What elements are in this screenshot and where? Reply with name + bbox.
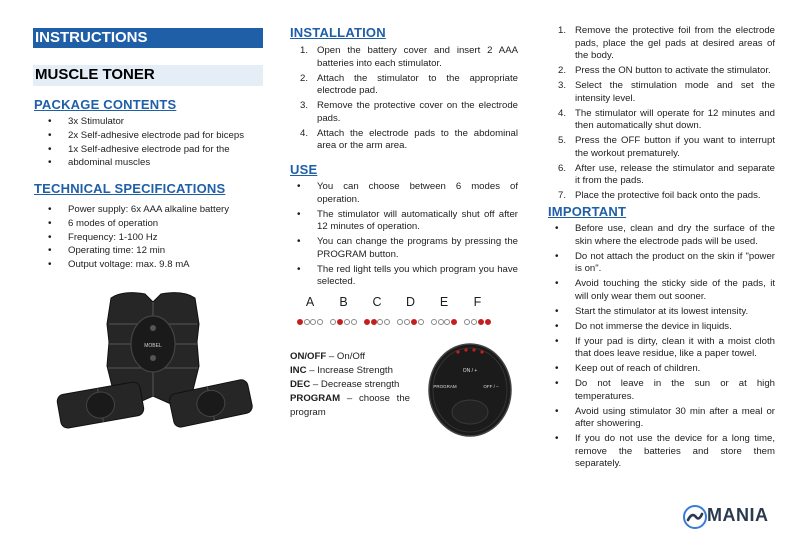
legend-inc: INC – Increase Strength <box>290 365 393 376</box>
mode-lights <box>395 312 427 318</box>
legend-onoff: ON/OFF – On/Off <box>290 351 365 362</box>
list-item: • The stimulator will automatically shut off after 12 minutes of operation. <box>282 209 518 234</box>
program-label: PROGRAM <box>433 384 457 389</box>
specs-title: TECHNICAL SPECIFICATIONS <box>34 181 226 196</box>
list-item: • Keep out of reach of children. <box>540 363 775 376</box>
mode-letter: F <box>473 295 482 309</box>
led-off <box>344 319 350 325</box>
list-item: • 3x Stimulator <box>33 116 263 129</box>
muscle-toner-illustration <box>53 286 253 446</box>
list-item: • Output voltage: max. 9.8 mA <box>33 259 263 272</box>
list-item: • Do not leave in the sun or at high temperatures. <box>540 378 775 403</box>
use-title: USE <box>290 162 318 177</box>
list-item: 4. The stimulator will operate for 12 minutes and then automatically shut down. <box>558 107 775 131</box>
list-item: 2. Press the ON button to activate the stimulator. <box>558 65 771 76</box>
list-item: 1. Open the battery cover and insert 2 AAA batteries into each stimulator. <box>300 45 518 69</box>
list-item: 6. After use, release the stimulator and separate it from the pads. <box>558 162 775 186</box>
list-item: • You can change the programs by pressing the PROGRAM button. <box>282 236 518 261</box>
mode-letter: D <box>405 295 416 309</box>
led-off <box>418 319 424 325</box>
list-item: • Avoid using stimulator 30 min after a meal or after showering. <box>540 406 775 431</box>
list-item: 1. Remove the protective foil from the electrode pads, place the gel pads at desired areas of the body. <box>558 25 775 61</box>
led-off <box>304 319 310 325</box>
led-on <box>485 319 491 325</box>
led-off <box>310 319 316 325</box>
list-item: 3. Remove the protective cover on the electrode pads. <box>300 100 518 124</box>
list-item: • You can choose between 6 modes of operation. <box>282 181 518 206</box>
button-legend <box>290 350 410 420</box>
mode-lights <box>328 312 360 318</box>
mode-letter: A <box>305 295 315 309</box>
list-item: 2. Attach the stimulator to the appropriate electrode pad. <box>300 72 518 96</box>
list-item: • Before use, clean and dry the surface of the skin where the electrode pads will be used. <box>540 223 775 248</box>
led-on <box>478 319 484 325</box>
list-item: 4. Attach the electrode pads to the abdominal area or the arm area. <box>300 127 518 151</box>
on-label: ON / + <box>462 368 478 374</box>
led-off <box>438 319 444 325</box>
led-on <box>364 319 370 325</box>
list-item: • If your pad is dirty, clean it with a moist cloth that does leave residue, like a paper towel. <box>540 336 775 361</box>
led-off <box>317 319 323 325</box>
list-item: • Avoid touching the sticky side of the pads, it will only wear them out sooner. <box>540 278 775 303</box>
led-off <box>404 319 410 325</box>
list-item: • abdominal muscles <box>33 157 263 170</box>
list-item: • 1x Self-adhesive electrode pad for the <box>33 144 263 157</box>
mode-f <box>462 295 494 318</box>
mania-logo-text: MANIA <box>707 505 769 525</box>
mode-lights <box>361 312 393 318</box>
list-item: • 6 modes of operation <box>33 218 263 231</box>
instructions-header: INSTRUCTIONS <box>33 28 263 48</box>
mode-b <box>328 295 360 318</box>
important-title: IMPORTANT <box>548 204 627 219</box>
important-list <box>540 223 775 473</box>
list-item: • Frequency: 1-100 Hz <box>33 232 263 245</box>
installation-steps <box>290 45 518 155</box>
list-item: • 2x Self-adhesive electrode pad for biceps <box>33 130 263 143</box>
list-item: • Do not attach the product on the skin if "power is on". <box>540 251 775 276</box>
led-on <box>411 319 417 325</box>
list-item: • Operating time: 12 min <box>33 245 263 258</box>
mode-c <box>361 295 393 318</box>
list-item: • Power supply: 6x AAA alkaline battery <box>33 204 263 217</box>
package-list <box>33 116 263 171</box>
led-off <box>397 319 403 325</box>
installation-title: INSTALLATION <box>290 25 386 40</box>
mode-d <box>395 295 427 318</box>
led-on <box>451 319 457 325</box>
led-on <box>337 319 343 325</box>
package-title: PACKAGE CONTENTS <box>34 97 177 112</box>
led-off <box>330 319 336 325</box>
mode-letter: B <box>339 295 348 309</box>
use-list <box>282 181 518 291</box>
list-item: • The red light tells you which program you have selected. <box>282 264 518 289</box>
mode-lights <box>428 312 460 318</box>
mania-logo <box>683 504 793 532</box>
off-label: OFF / – <box>483 384 499 389</box>
mode-lights <box>294 312 326 318</box>
controller-illustration <box>425 338 515 440</box>
mode-lights <box>462 312 494 318</box>
led-on <box>297 319 303 325</box>
list-item: 5. Press the OFF button if you want to interrupt the workout prematurely. <box>558 135 775 159</box>
mania-logo-icon <box>683 505 707 529</box>
product-title: MUSCLE TONER <box>33 65 263 86</box>
led-off <box>431 319 437 325</box>
legend-dec: DEC – Decrease strength <box>290 379 400 390</box>
list-item: • Do not immerse the device in liquids. <box>540 321 775 334</box>
list-item: • Start the stimulator at its lowest intensity. <box>540 306 775 319</box>
list-item: 3. Select the stimulation mode and set the intensity level. <box>558 80 775 104</box>
led-off <box>351 319 357 325</box>
led-off <box>384 319 390 325</box>
list-item: • If you do not use the device for a long time, remove the batteries and store them separately. <box>540 433 775 471</box>
list-item: 7. Place the protective foil back onto the pads. <box>558 190 761 201</box>
led-off <box>377 319 383 325</box>
operation-steps <box>548 25 775 205</box>
legend-program: PROGRAM – choose the program <box>290 393 410 418</box>
mode-a <box>294 295 326 318</box>
pad-label: MOBEL <box>144 343 162 349</box>
led-off <box>464 319 470 325</box>
led-on <box>371 319 377 325</box>
led-off <box>471 319 477 325</box>
mode-e <box>428 295 460 318</box>
mode-letter: C <box>372 295 382 309</box>
specs-list <box>33 204 263 273</box>
led-off <box>444 319 450 325</box>
mode-letter: E <box>439 295 449 309</box>
